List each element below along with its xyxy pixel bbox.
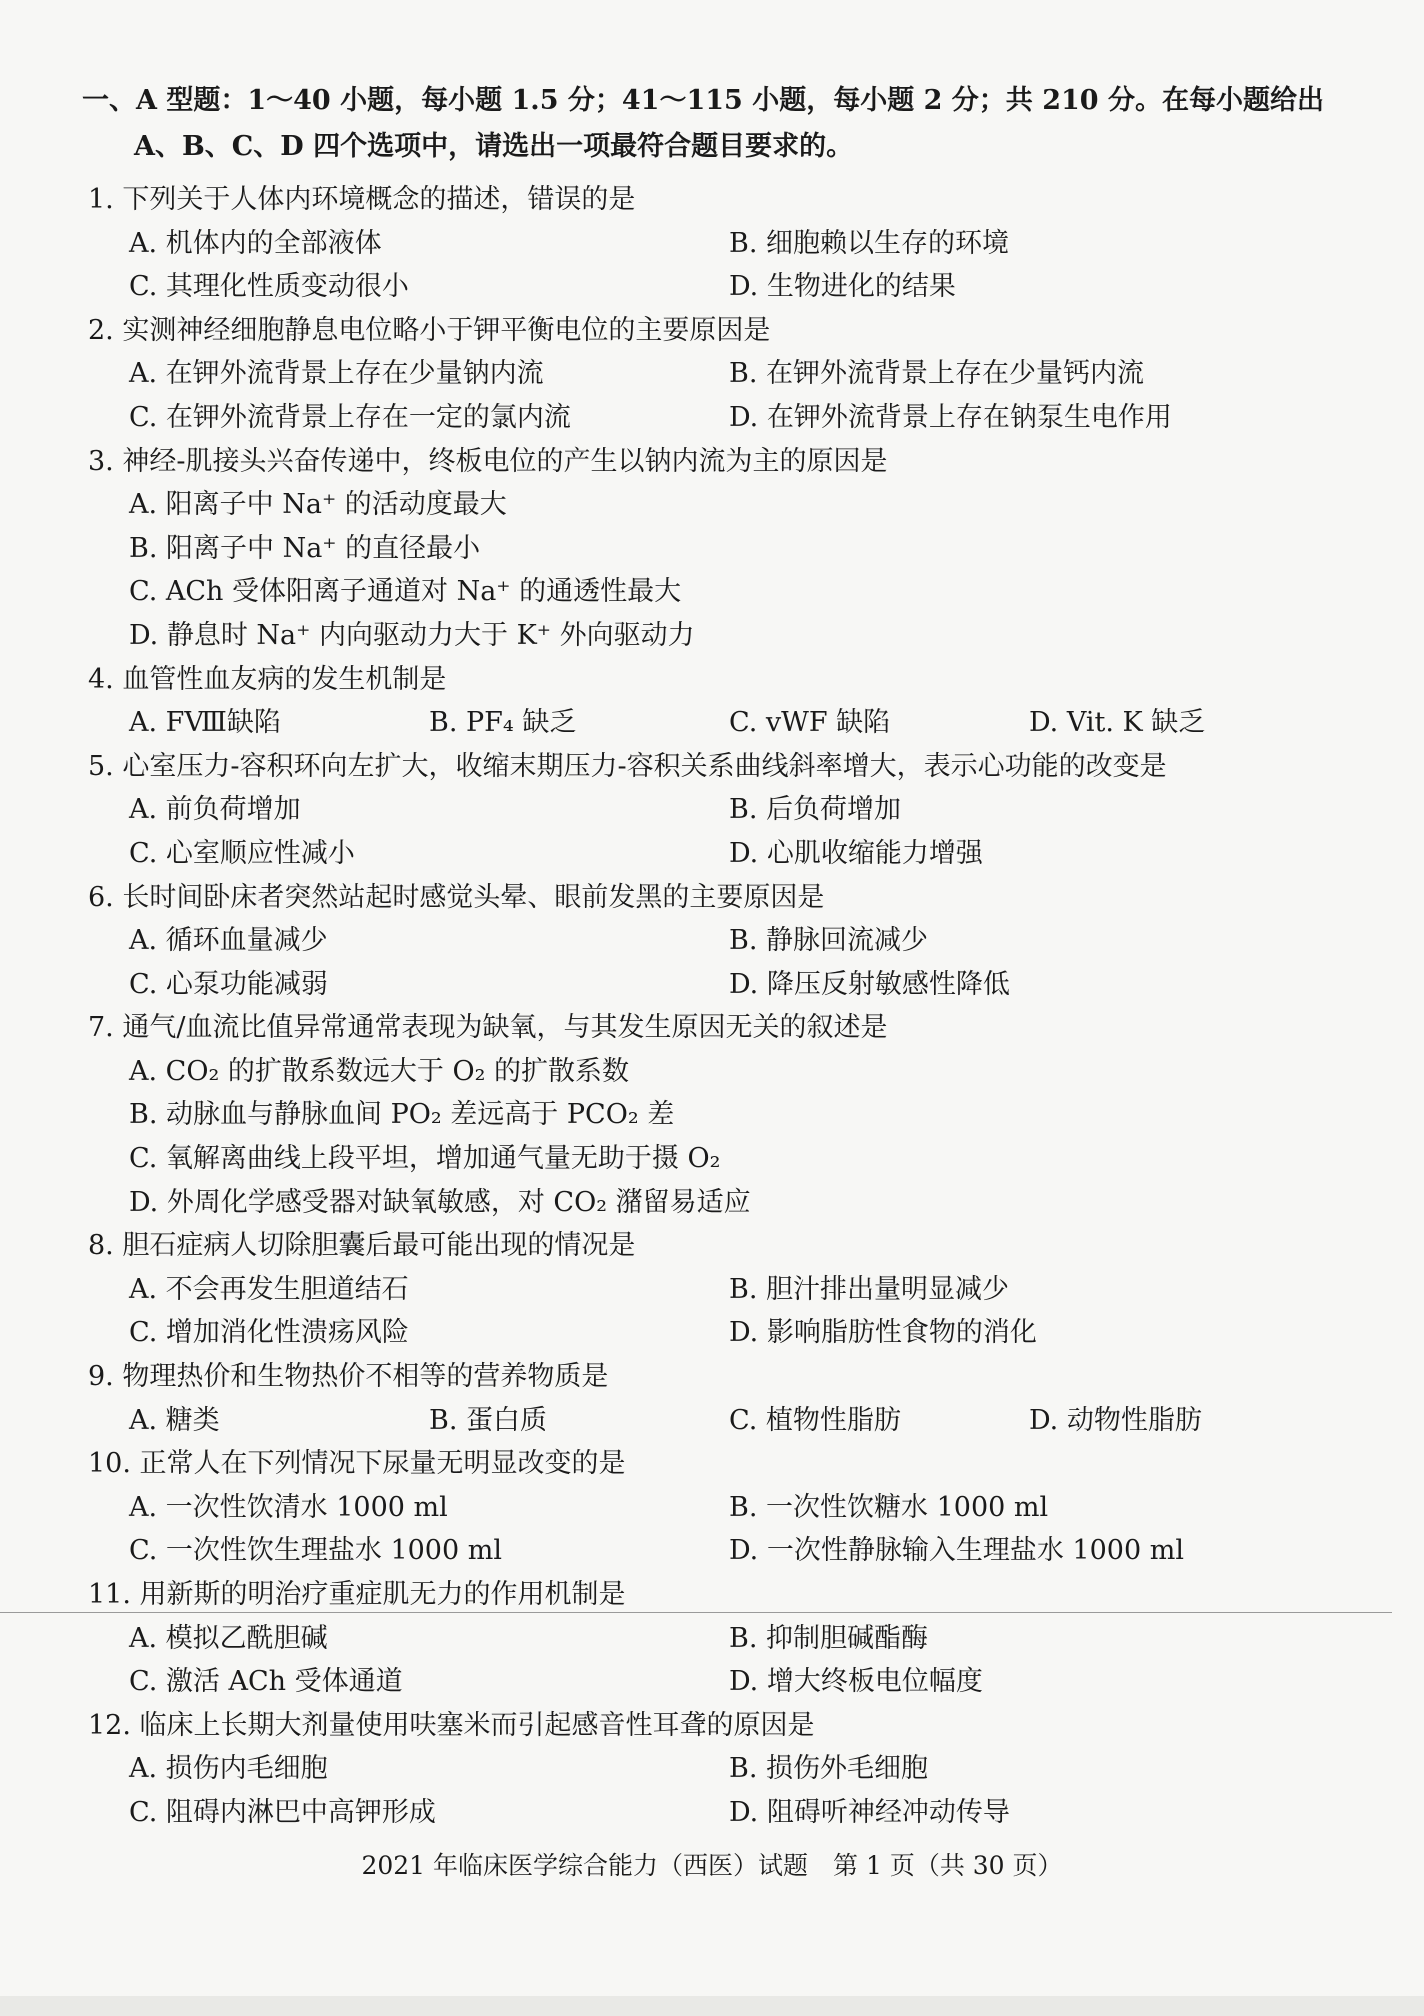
option-d: D. 阻碍听神经冲动传导 bbox=[729, 1796, 1010, 1828]
option-b: B. 抑制胆碱酯酶 bbox=[729, 1622, 929, 1654]
question-12 bbox=[88, 1704, 1388, 1835]
option-d: D. 外周化学感受器对缺氧敏感，对 CO₂ 潴留易适应 bbox=[129, 1186, 751, 1218]
option-d: D. 生物进化的结果 bbox=[729, 271, 956, 303]
options-column bbox=[88, 1050, 1388, 1224]
options-row bbox=[88, 1399, 1388, 1443]
option-c: C. 激活 ACh 受体通道 bbox=[129, 1666, 403, 1698]
question-5 bbox=[88, 745, 1388, 876]
option-b: B. 蛋白质 bbox=[429, 1404, 548, 1436]
option-b: B. 一次性饮糖水 1000 ml bbox=[729, 1491, 1049, 1523]
question-stem: 6. 长时间卧床者突然站起时感觉头晕、眼前发黑的主要原因是 bbox=[88, 881, 825, 913]
question-stem: 9. 物理热价和生物热价不相等的营养物质是 bbox=[88, 1361, 609, 1393]
option-c: C. vWF 缺陷 bbox=[729, 707, 891, 739]
option-a: A. 机体内的全部液体 bbox=[129, 227, 382, 259]
option-d: D. 静息时 Na⁺ 内向驱动力大于 K⁺ 外向驱动力 bbox=[129, 619, 695, 651]
option-d: D. Vit. K 缺乏 bbox=[1029, 707, 1206, 739]
question-stem: 5. 心室压力-容积环向左扩大，收缩末期压力-容积关系曲线斜率增大，表示心功能的改变是 bbox=[88, 750, 1167, 782]
question-stem: 8. 胆石症病人切除胆囊后最可能出现的情况是 bbox=[88, 1230, 636, 1262]
options-column bbox=[88, 483, 1388, 657]
option-d: D. 一次性静脉输入生理盐水 1000 ml bbox=[729, 1535, 1184, 1567]
question-11 bbox=[88, 1573, 1388, 1704]
options-row bbox=[88, 265, 1388, 309]
option-a: A. 前负荷增加 bbox=[129, 794, 301, 826]
question-stem: 11. 用新斯的明治疗重症肌无力的作用机制是 bbox=[88, 1579, 626, 1610]
option-b: B. 阳离子中 Na⁺ 的直径最小 bbox=[129, 532, 481, 564]
option-b: B. 在钾外流背景上存在少量钙内流 bbox=[729, 358, 1145, 390]
options-row bbox=[88, 919, 1388, 963]
section-header bbox=[82, 78, 1382, 170]
options-row bbox=[88, 832, 1388, 876]
option-a: A. 模拟乙酰胆碱 bbox=[129, 1622, 328, 1654]
options-row bbox=[88, 1660, 1388, 1704]
options-row bbox=[88, 1747, 1388, 1791]
question-1 bbox=[88, 178, 1388, 309]
option-c: C. 一次性饮生理盐水 1000 ml bbox=[129, 1535, 502, 1567]
question-2 bbox=[88, 309, 1388, 440]
option-b: B. 后负荷增加 bbox=[729, 794, 902, 826]
options-row bbox=[88, 1791, 1388, 1835]
question-10 bbox=[88, 1442, 1388, 1573]
options-row bbox=[88, 1529, 1388, 1573]
option-c: C. 其理化性质变动很小 bbox=[129, 271, 409, 303]
option-a: A. 循环血量减少 bbox=[129, 925, 328, 957]
question-stem: 1. 下列关于人体内环境概念的描述，错误的是 bbox=[88, 184, 636, 215]
option-b: B. 损伤外毛细胞 bbox=[729, 1753, 929, 1785]
scan-bottom-edge bbox=[0, 1996, 1424, 2016]
option-d: D. 在钾外流背景上存在钠泵生电作用 bbox=[729, 401, 1172, 433]
option-b: B. 胆汁排出量明显减少 bbox=[729, 1273, 1010, 1305]
options-row bbox=[88, 396, 1388, 440]
options-row bbox=[88, 1486, 1388, 1530]
options-row bbox=[88, 1617, 1388, 1661]
option-a: A. 糖类 bbox=[129, 1404, 220, 1436]
option-b: B. PF₄ 缺乏 bbox=[429, 707, 577, 739]
page-footer: 2021 年临床医学综合能力（西医）试题 第 1 页（共 30 页） bbox=[361, 1851, 1063, 1880]
options-row bbox=[88, 352, 1388, 396]
question-9 bbox=[88, 1355, 1388, 1442]
options-row bbox=[88, 788, 1388, 832]
option-d: D. 动物性脂肪 bbox=[1029, 1404, 1202, 1436]
question-stem: 2. 实测神经细胞静息电位略小于钾平衡电位的主要原因是 bbox=[88, 314, 771, 346]
question-stem: 4. 血管性血友病的发生机制是 bbox=[88, 663, 447, 695]
option-c: C. 心室顺应性减小 bbox=[129, 837, 355, 869]
header-line-1: 一、A 型题：1～40 小题，每小题 1.5 分；41～115 小题，每小题 2 分；共 210 分。在每小题给出 bbox=[82, 85, 1324, 116]
options-row bbox=[88, 701, 1388, 745]
option-c: C. 在钾外流背景上存在一定的氯内流 bbox=[129, 401, 571, 433]
option-a: A. CO₂ 的扩散系数远大于 O₂ 的扩散系数 bbox=[129, 1055, 629, 1087]
option-d: D. 心肌收缩能力增强 bbox=[729, 837, 983, 869]
option-c: C. 氧解离曲线上段平坦，增加通气量无助于摄 O₂ bbox=[129, 1143, 721, 1175]
option-b: B. 细胞赖以生存的环境 bbox=[729, 227, 1010, 259]
option-b: B. 静脉回流减少 bbox=[729, 925, 929, 957]
question-stem: 3. 神经-肌接头兴奋传递中，终板电位的产生以钠内流为主的原因是 bbox=[88, 445, 888, 477]
options-row bbox=[88, 1268, 1388, 1312]
option-c: C. 心泵功能减弱 bbox=[129, 968, 328, 1000]
question-stem: 10. 正常人在下列情况下尿量无明显改变的是 bbox=[88, 1448, 626, 1480]
option-a: A. 阳离子中 Na⁺ 的活动度最大 bbox=[129, 489, 507, 521]
option-c: C. 增加消化性溃疡风险 bbox=[129, 1317, 409, 1349]
options-row bbox=[88, 222, 1388, 266]
option-a: A. 在钾外流背景上存在少量钠内流 bbox=[129, 358, 544, 390]
option-a: A. 损伤内毛细胞 bbox=[129, 1753, 328, 1785]
question-4 bbox=[88, 658, 1388, 745]
option-b: B. 动脉血与静脉血间 PO₂ 差远高于 PCO₂ 差 bbox=[129, 1099, 675, 1131]
question-3 bbox=[88, 440, 1388, 658]
option-d: D. 增大终板电位幅度 bbox=[729, 1666, 983, 1698]
question-stem: 12. 临床上长期大剂量使用呋塞米而引起感音性耳聋的原因是 bbox=[88, 1709, 815, 1741]
option-a: A. 不会再发生胆道结石 bbox=[129, 1273, 409, 1305]
question-stem: 7. 通气/血流比值异常通常表现为缺氧，与其发生原因无关的叙述是 bbox=[88, 1012, 888, 1044]
option-d: D. 降压反射敏感性降低 bbox=[729, 968, 1010, 1000]
header-line-2: A、B、C、D 四个选项中，请选出一项最符合题目要求的。 bbox=[134, 131, 854, 162]
question-7 bbox=[88, 1006, 1388, 1224]
question-list bbox=[88, 178, 1388, 1835]
option-a: A. FⅧ缺陷 bbox=[129, 707, 281, 739]
option-d: D. 影响脂肪性食物的消化 bbox=[729, 1317, 1037, 1349]
question-6 bbox=[88, 876, 1388, 1007]
scan-divider-line bbox=[0, 1612, 1392, 1613]
options-row bbox=[88, 1311, 1388, 1355]
options-row bbox=[88, 963, 1388, 1007]
option-c: C. 阻碍内淋巴中高钾形成 bbox=[129, 1796, 436, 1828]
option-a: A. 一次性饮清水 1000 ml bbox=[129, 1491, 448, 1523]
option-c: C. 植物性脂肪 bbox=[729, 1404, 901, 1436]
question-8 bbox=[88, 1224, 1388, 1355]
option-c: C. ACh 受体阳离子通道对 Na⁺ 的通透性最大 bbox=[129, 576, 682, 608]
